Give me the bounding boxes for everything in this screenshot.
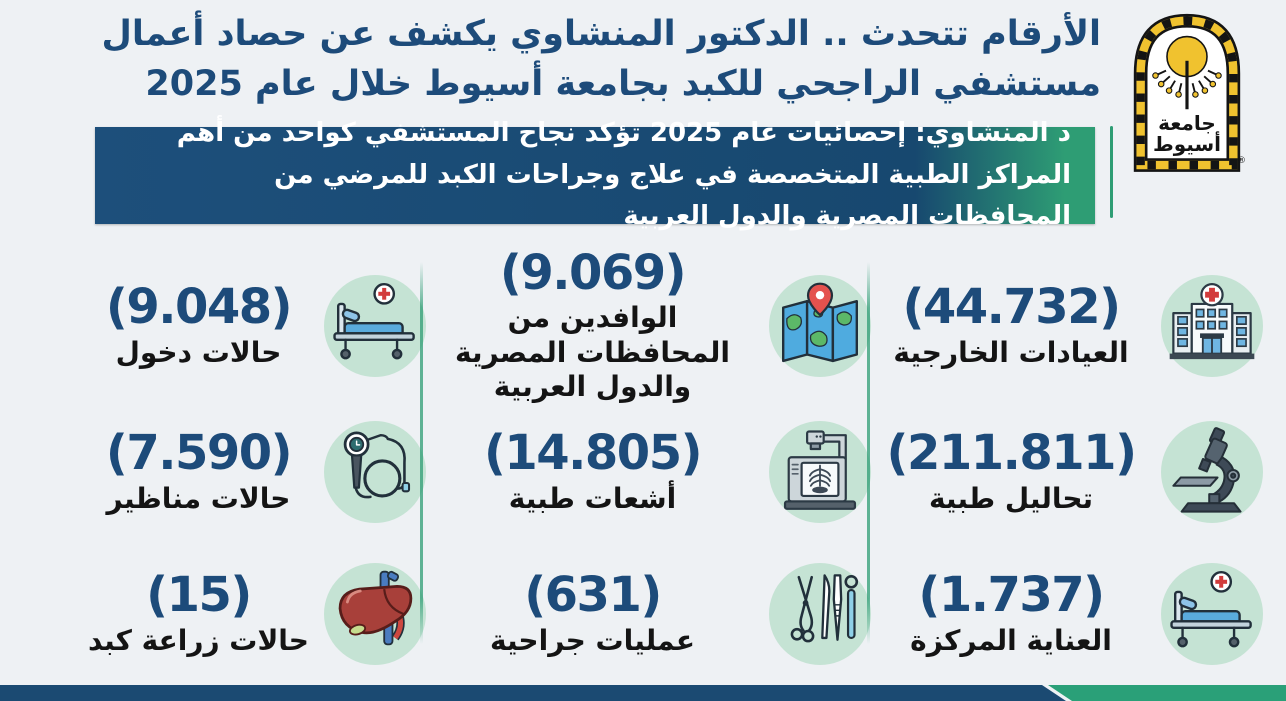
stat-label: حالات دخول [115,335,282,369]
stat-label: الوافدين من المحافظات المصرية والدول العربية [455,301,730,403]
stat-label: العناية المركزة [910,623,1112,657]
statement-banner [95,118,1095,232]
page-title-line2: مستشفي الراجحي للكبد بجامعة أسيوط خلال عام 2025 [145,63,1101,104]
column-divider-left [420,262,423,644]
stat-label: تحاليل طبية [928,481,1094,515]
stat-label: حالات مناظير [106,481,291,515]
hospital-building-icon [1161,275,1263,377]
stat-outpatient-clinics [873,250,1265,402]
stat-value: (7.590) [105,425,292,482]
stat-value: (44.732) [902,279,1120,336]
stat-label: حالات زراعة كبد [87,623,309,657]
stat-admissions [85,250,428,402]
stat-arrivals-governorates [428,245,873,403]
statement-banner-text: د المنشاوي: إحصائيات عام 2025 تؤكد نجاح المستشفي كواحد من أهم المراكز الطبية المتخصصة في علاج وجراحات الكبد للمرضي من المحافظات المصرية والدول العربية [176,118,1071,232]
banner-logo-divider [1110,126,1113,218]
map-location-icon [769,275,871,377]
assiut-university-logo [1128,6,1246,170]
endoscope-icon [324,421,426,523]
stat-label: عمليات جراحية [490,623,695,657]
column-divider-right [867,262,870,644]
xray-machine-icon [769,421,871,523]
stat-value: (211.811) [886,425,1136,482]
stat-value: (9.048) [105,279,292,336]
stat-label: أشعات طبية [508,481,677,515]
stat-xrays [428,402,873,542]
stat-intensive-care [873,542,1265,686]
stat-label: العيادات الخارجية [893,335,1129,369]
liver-icon [324,563,426,665]
registered-trademark: ® [1237,156,1246,166]
page-title-line1: الأرقام تتحدث .. الدكتور المنشاوي يكشف عن حصاد أعمال [101,14,1101,54]
stat-value: (9.069) [499,245,686,302]
stat-liver-transplants [85,542,428,686]
microscope-icon [1161,421,1263,523]
icu-bed-icon [1161,563,1263,665]
stat-endoscopies [85,402,428,542]
stat-value: (15) [146,567,251,624]
university-name [1128,113,1246,154]
surgical-tools-icon [769,563,871,665]
hospital-bed-icon [324,275,426,377]
stats-grid [85,245,1265,686]
page-title [70,10,1101,109]
stat-value: (1.737) [918,567,1104,624]
stat-surgeries [428,542,873,686]
stat-value: (631) [524,567,661,624]
stat-lab-tests [873,402,1265,542]
stat-value: (14.805) [483,425,702,482]
university-name-line1: جامعة [1158,111,1216,136]
footer-bar [0,685,1286,701]
university-name-line2: أسيوط [1153,131,1221,156]
